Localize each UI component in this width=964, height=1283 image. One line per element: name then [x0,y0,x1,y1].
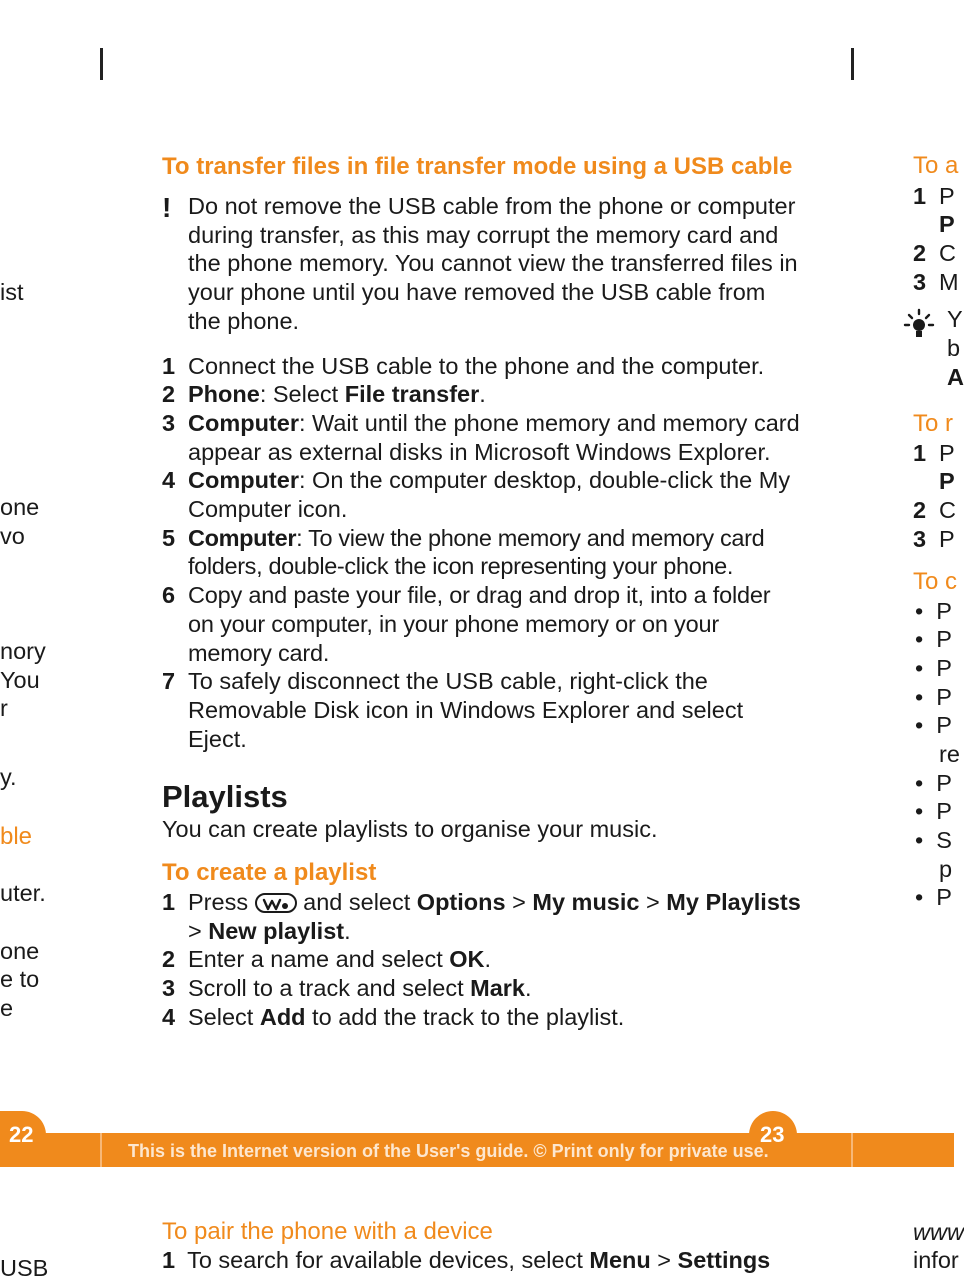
section-title-playlists: Playlists [162,779,288,815]
heading-create-playlist: To create a playlist [162,859,377,887]
step-number: 2 [913,497,927,523]
list-item: 1 Connect the USB cable to the phone and the computer. [162,352,765,379]
footer-divider [100,1133,102,1167]
bullet-continuation: p [939,856,953,882]
left-fragment: ist [0,279,24,305]
step-number: 2 [913,240,927,266]
left-fragment: vo [0,523,25,549]
right-fragment: P [939,440,955,466]
right-fragment: C [939,497,956,523]
right-fragment: P [939,468,955,494]
step-number: 1 [913,183,927,209]
warning-note [162,192,802,336]
list-item: 5 Computer: To view the phone memory and memory card folders, double-click the icon representing your phone. [162,524,765,580]
left-fragment-heading: ble [0,823,33,850]
left-fragment: one [0,938,40,964]
right-fragment: www [913,1219,964,1245]
right-fragment: M [939,269,959,295]
bullet-item: • P [915,798,952,824]
bullet-item: • P [915,655,952,681]
bullet-item: • P [915,770,952,796]
step-number: 3 [913,269,927,295]
warning-icon: ! [162,192,172,223]
center-page-column [162,152,802,1032]
bullet-item: • P [915,598,952,624]
left-fragment: r [0,695,8,721]
list-item: 1 Press and select Options > My music > My Playlists > New playlist. [162,889,801,944]
list-item: 6 Copy and paste your file, or drag and drop it, into a folder on your computer, in your phone memory or on your memory card. [162,582,771,666]
list-item: 2 Enter a name and select OK. [162,946,492,973]
list-item: 3 Scroll to a track and select Mark. [162,975,532,1002]
warning-text: Do not remove the USB cable from the phone or computer during transfer, as this may corrupt the memory card and the phone memory. You cannot view the transferred files in your phone until you have removed the USB cable from the phone. [188,193,798,334]
right-heading: To a [913,152,959,179]
right-fragment: P [939,526,955,552]
right-heading: To r [913,410,954,437]
crop-mark-right [851,48,854,80]
page-number-right: 23 [760,1122,785,1147]
page-number-left: 22 [9,1122,34,1147]
bullet-item: • P [915,712,952,738]
left-fragment: uter. [0,880,46,906]
left-fragment: one [0,494,40,520]
footer-divider [851,1133,853,1167]
list-item: 2 Phone: Select File transfer. [162,381,486,408]
list-item: 4 Select Add to add the track to the playlist. [162,1003,625,1030]
bullet-item: • S [915,827,952,853]
footer-notice: This is the Internet version of the User's guide. © Print only for private use. [128,1141,769,1161]
left-fragment: e [0,995,14,1021]
pair-step-1: 1 To search for available devices, select Menu > Settings [162,1247,771,1273]
bullet-item: • P [915,684,952,710]
right-fragment: b [947,335,961,361]
tip-lightbulb-icon [902,308,936,347]
transfer-steps [162,352,802,754]
list-item: 7 To safely disconnect the USB cable, right-click the Removable Disk icon in Windows Explorer and select Eject. [162,668,744,752]
right-fragment: Y [947,306,963,332]
right-fragment: C [939,240,956,266]
step-number: 3 [913,526,927,552]
heading-pair-device: To pair the phone with a device [162,1218,493,1245]
bullet-continuation: re [939,741,960,767]
left-fragment: e to [0,966,40,992]
right-fragment: P [939,183,955,209]
step-number: 1 [913,440,927,466]
crop-mark-left [100,48,103,80]
left-fragment: nory [0,638,46,664]
bullet-item: • P [915,626,952,652]
left-fragment: y. [0,764,17,790]
bullet-item: • P [915,884,952,910]
list-item: 4 Computer: On the computer desktop, double-click the My Computer icon. [162,467,791,523]
walkman-key-icon [255,893,297,913]
right-fragment: P [939,211,955,237]
heading-transfer-usb: To transfer files in file transfer mode using a USB cable [162,153,793,180]
left-fragment: You [0,667,40,693]
list-item: 3 Computer: Wait until the phone memory and memory card appear as external disks in Microsoft Windows Explorer. [162,409,800,465]
create-playlist-steps [162,888,802,1032]
left-fragment: USB [0,1255,49,1281]
playlists-intro: You can create playlists to organise your music. [162,816,658,843]
right-fragment: infor [913,1247,959,1273]
right-heading: To c [913,568,958,595]
right-fragment: A [947,364,964,390]
